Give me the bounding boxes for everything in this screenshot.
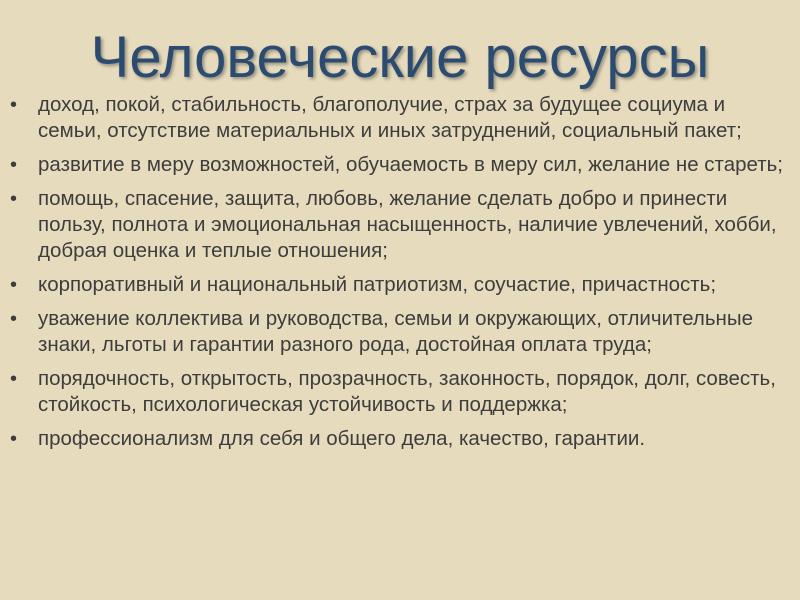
bullet-dot-icon: • [10,188,18,210]
bullet-dot-icon: • [10,308,18,330]
bullet-dot-icon: • [10,428,18,450]
bullet-item [0,366,800,418]
slide-title: Человеческие ресурсы [90,25,710,90]
bullet-item [0,92,800,144]
bullet-item [0,186,800,264]
bullet-text: корпоративный и национальный патриотизм, соучастие, причастность; [38,273,717,296]
bullet-text: профессионализм для себя и общего дела, качество, гарантии. [38,427,646,450]
bullet-text: порядочность, открытость, прозрачность, законность, порядок, долг, совесть, стойкость, психологическая устойчивость и поддержка; [38,367,776,416]
bullet-item [0,272,800,298]
bullet-list [0,92,800,460]
bullet-dot-icon: • [10,368,18,390]
bullet-text: доход, покой, стабильность, благополучие, страх за будущее социума и семьи, отсутствие материальных и иных затруднений, социальный пакет; [38,93,742,142]
bullet-text: развитие в меру возможностей, обучаемость в меру сил, желание не стареть; [38,153,783,176]
bullet-item [0,152,800,178]
bullet-text: уважение коллектива и руководства, семьи и окружающих, отличительные знаки, льготы и гарантии разного рода, достойная оплата труда; [38,307,753,356]
bullet-item [0,426,800,452]
bullet-dot-icon: • [10,94,18,116]
bullet-item [0,306,800,358]
bullet-text: помощь, спасение, защита, любовь, желание сделать добро и принести пользу, полнота и эмоциональная насыщенность, наличие увлечений, хобби, добрая оценка и теплые отношения; [38,187,777,262]
bullet-dot-icon: • [10,154,18,176]
bullet-dot-icon: • [10,274,18,296]
